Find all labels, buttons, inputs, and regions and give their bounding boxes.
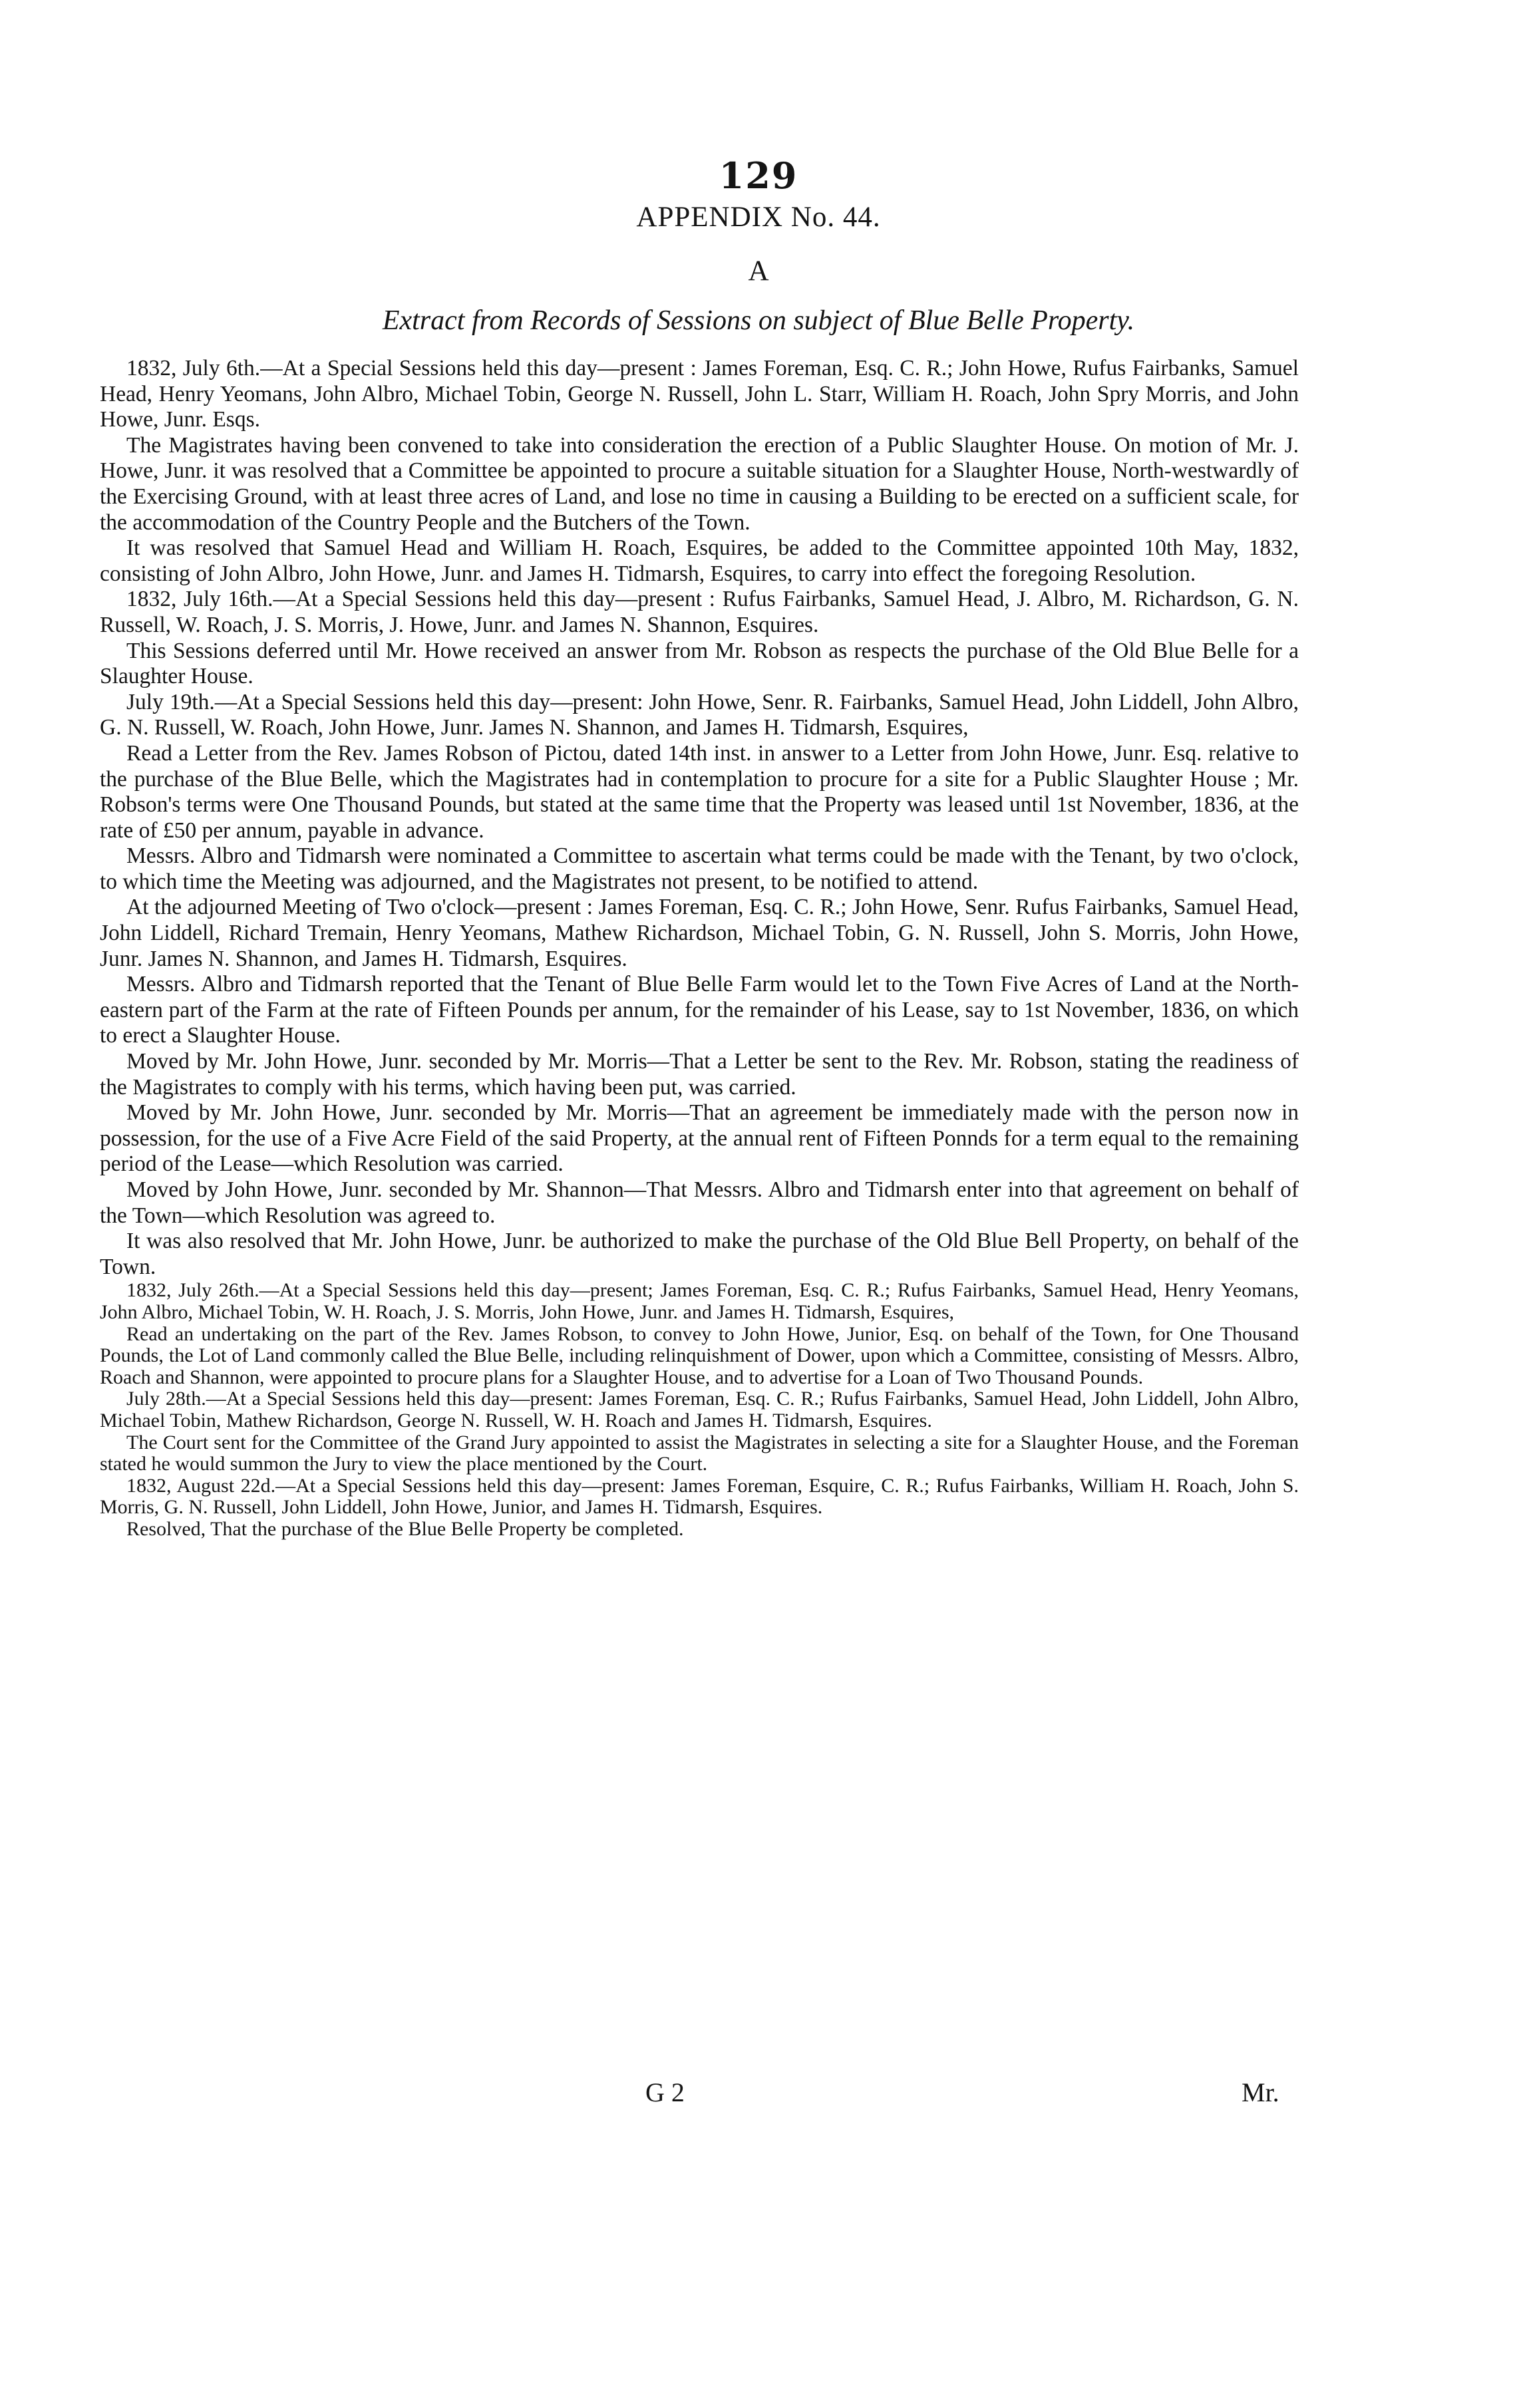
paragraph-sessions-august-22: 1832, August 22d.—At a Special Sessions held this day—present: James Foreman, Esquire, C. R.; Rufus Fairbanks, William H. Roach, John S. Morris, G. N. Russell, John Liddell, John Howe, Junior, and James H. Tidmarsh, Esquires. [100,1474,1299,1519]
paragraph-committee-added: It was resolved that Samuel Head and William H. Roach, Esquires, be added to the Committee appointed 10th May, 1832, consisting of John Albro, John Howe, Junr. and James H. Tidmarsh, Esquires, to carry into effect the foregoing Resolution. [100,535,1299,586]
paragraph-tenant-report: Messrs. Albro and Tidmarsh reported that the Tenant of Blue Belle Farm would let to the Town Five Acres of Land at the North-eastern part of the Farm at the rate of Fifteen Pounds per annum, for the remainder of his Lease, say to 1st November, 1836, on which to erect a Slaughter House. [100,972,1299,1048]
paragraph-undertaking: Read an undertaking on the part of the Rev. James Robson, to convey to John Howe, Junior, Esq. on behalf of the Town, for One Thousand Pounds, the Lot of Land commonly called the Blue Belle, including relinquishment of Dower, upon which a Committee, consisting of Messrs. Albro, Roach and Shannon, were appointed to procure plans for a Slaughter House, and to advertise for a Loan of Two Thousand Pounds. [100,1322,1299,1388]
paragraph-motion-letter: Moved by Mr. John Howe, Junr. seconded by Mr. Morris—That a Letter be sent to the Rev. Mr. Robson, stating the readiness of the Magistrates to comply with his terms, which having been put, was carried. [100,1049,1299,1100]
paragraph-robson-letter: Read a Letter from the Rev. James Robson of Pictou, dated 14th inst. in answer to a Letter from John Howe, Junr. Esq. relative to the purchase of the Blue Belle, which the Magistrates had in contemplation to procure for a site for a Public Slaughter House ; Mr. Robson's terms were One Thousand Pounds, but stated at the same time that the Property was leased until 1st November, 1836, at the rate of £50 per annum, payable in advance. [100,740,1299,843]
paragraph-motion-shannon: Moved by John Howe, Junr. seconded by Mr. Shannon—That Messrs. Albro and Tidmarsh enter into that agreement on behalf of the Town—which Resolution was agreed to. [100,1177,1299,1228]
paragraph-sessions-july-6: 1832, July 6th.—At a Special Sessions held this day—present : James Foreman, Esq. C. R.; John Howe, Rufus Fairbanks, Samuel Head, Henry Yeomans, John Albro, Michael Tobin, George N. Russell, John L. Starr, William H. Roach, John Spry Morris, and John Howe, Junr. Esqs. [100,356,1299,432]
document-body [100,356,1299,1541]
paragraph-magistrates-convened: The Magistrates having been convened to take into consideration the erection of a Public Slaughter House. On motion of Mr. J. Howe, Junr. it was resolved that a Committee be appointed to procure a suitable situation for a Slaughter House, North-westwardly of the Exercising Ground, with at least three acres of Land, and lose no time in causing a Building to be erected on a sufficient scale, for the accommodation of the Country People and the Butchers of the Town. [100,432,1299,535]
paragraph-sessions-july-16: 1832, July 16th.—At a Special Sessions held this day—present : Rufus Fairbanks, Samuel Head, J. Albro, M. Richardson, G. N. Russell, W. Roach, J. S. Morris, J. Howe, Junr. and James N. Shannon, Esquires. [100,587,1299,637]
paragraph-adjourned-meeting: At the adjourned Meeting of Two o'clock—present : James Foreman, Esq. C. R.; John Howe, Senr. Rufus Fairbanks, Samuel Head, John Liddell, Richard Tremain, Henry Yeomans, Mathew Richardson, Michael Tobin, G. N. Russell, John S. Morris, John Howe, Junr. James N. Shannon, and James H. Tidmarsh, Esquires. [100,895,1299,971]
paragraph-motion-agreement: Moved by Mr. John Howe, Junr. seconded by Mr. Morris—That an agreement be immediately made with the person now in possession, for the use of a Five Acre Field of the said Property, at the annual rent of Fifteen Ponnds for a term equal to the remaining period of the Lease—which Resolution was carried. [100,1100,1299,1177]
paragraph-sessions-july-19: July 19th.—At a Special Sessions held this day—present: John Howe, Senr. R. Fairbanks, Samuel Head, John Liddell, John Albro, G. N. Russell, W. Roach, John Howe, Junr. James N. Shannon, and James H. Tidmarsh, Esquires, [100,689,1299,740]
printer-signature: G 2 [645,2077,685,2107]
catchword: Mr. [1242,2077,1279,2107]
paragraph-committee-nominated: Messrs. Albro and Tidmarsh were nominated a Committee to ascertain what terms could be made with the Tenant, by two o'clock, to which time the Meeting was adjourned, and the Magistrates not present, to be notified to attend. [100,843,1299,894]
document-subtitle: Extract from Records of Sessions on subject of Blue Belle Property. [382,305,1135,336]
paragraph-sessions-deferred: This Sessions deferred until Mr. Howe received an answer from Mr. Robson as respects the purchase of the Old Blue Belle for a Slaughter House. [100,638,1299,689]
paragraph-purchase-authorized: It was also resolved that Mr. John Howe, Junr. be authorized to make the purchase of the Old Blue Bell Property, on behalf of the Town. [100,1229,1299,1279]
paragraph-resolved: Resolved, That the purchase of the Blue Belle Property be completed. [126,1517,684,1540]
paragraph-sessions-july-28: July 28th.—At a Special Sessions held this day—present: James Foreman, Esq. C. R.; Rufus Fairbanks, Samuel Head, John Liddell, John Albro, Michael Tobin, Mathew Richardson, George N. Russell, W. H. Roach and James H. Tidmarsh, Esquires. [100,1388,1299,1431]
page-number: 129 [719,154,798,197]
section-letter: A [748,255,769,287]
paragraph-sessions-july-26: 1832, July 26th.—At a Special Sessions held this day—present; James Foreman, Esq. C. R.; Rufus Fairbanks, Samuel Head, Henry Yeomans, John Albro, Michael Tobin, W. H. Roach, J. S. Morris, John Howe, Junr. and James H. Tidmarsh, Esquires, [100,1279,1299,1323]
paragraph-grand-jury: The Court sent for the Committee of the Grand Jury appointed to assist the Magistrates in selecting a site for a Slaughter House, and the Foreman stated he would summon the Jury to view the place mentioned by the Court. [100,1431,1299,1475]
appendix-title: APPENDIX No. 44. [636,202,881,233]
